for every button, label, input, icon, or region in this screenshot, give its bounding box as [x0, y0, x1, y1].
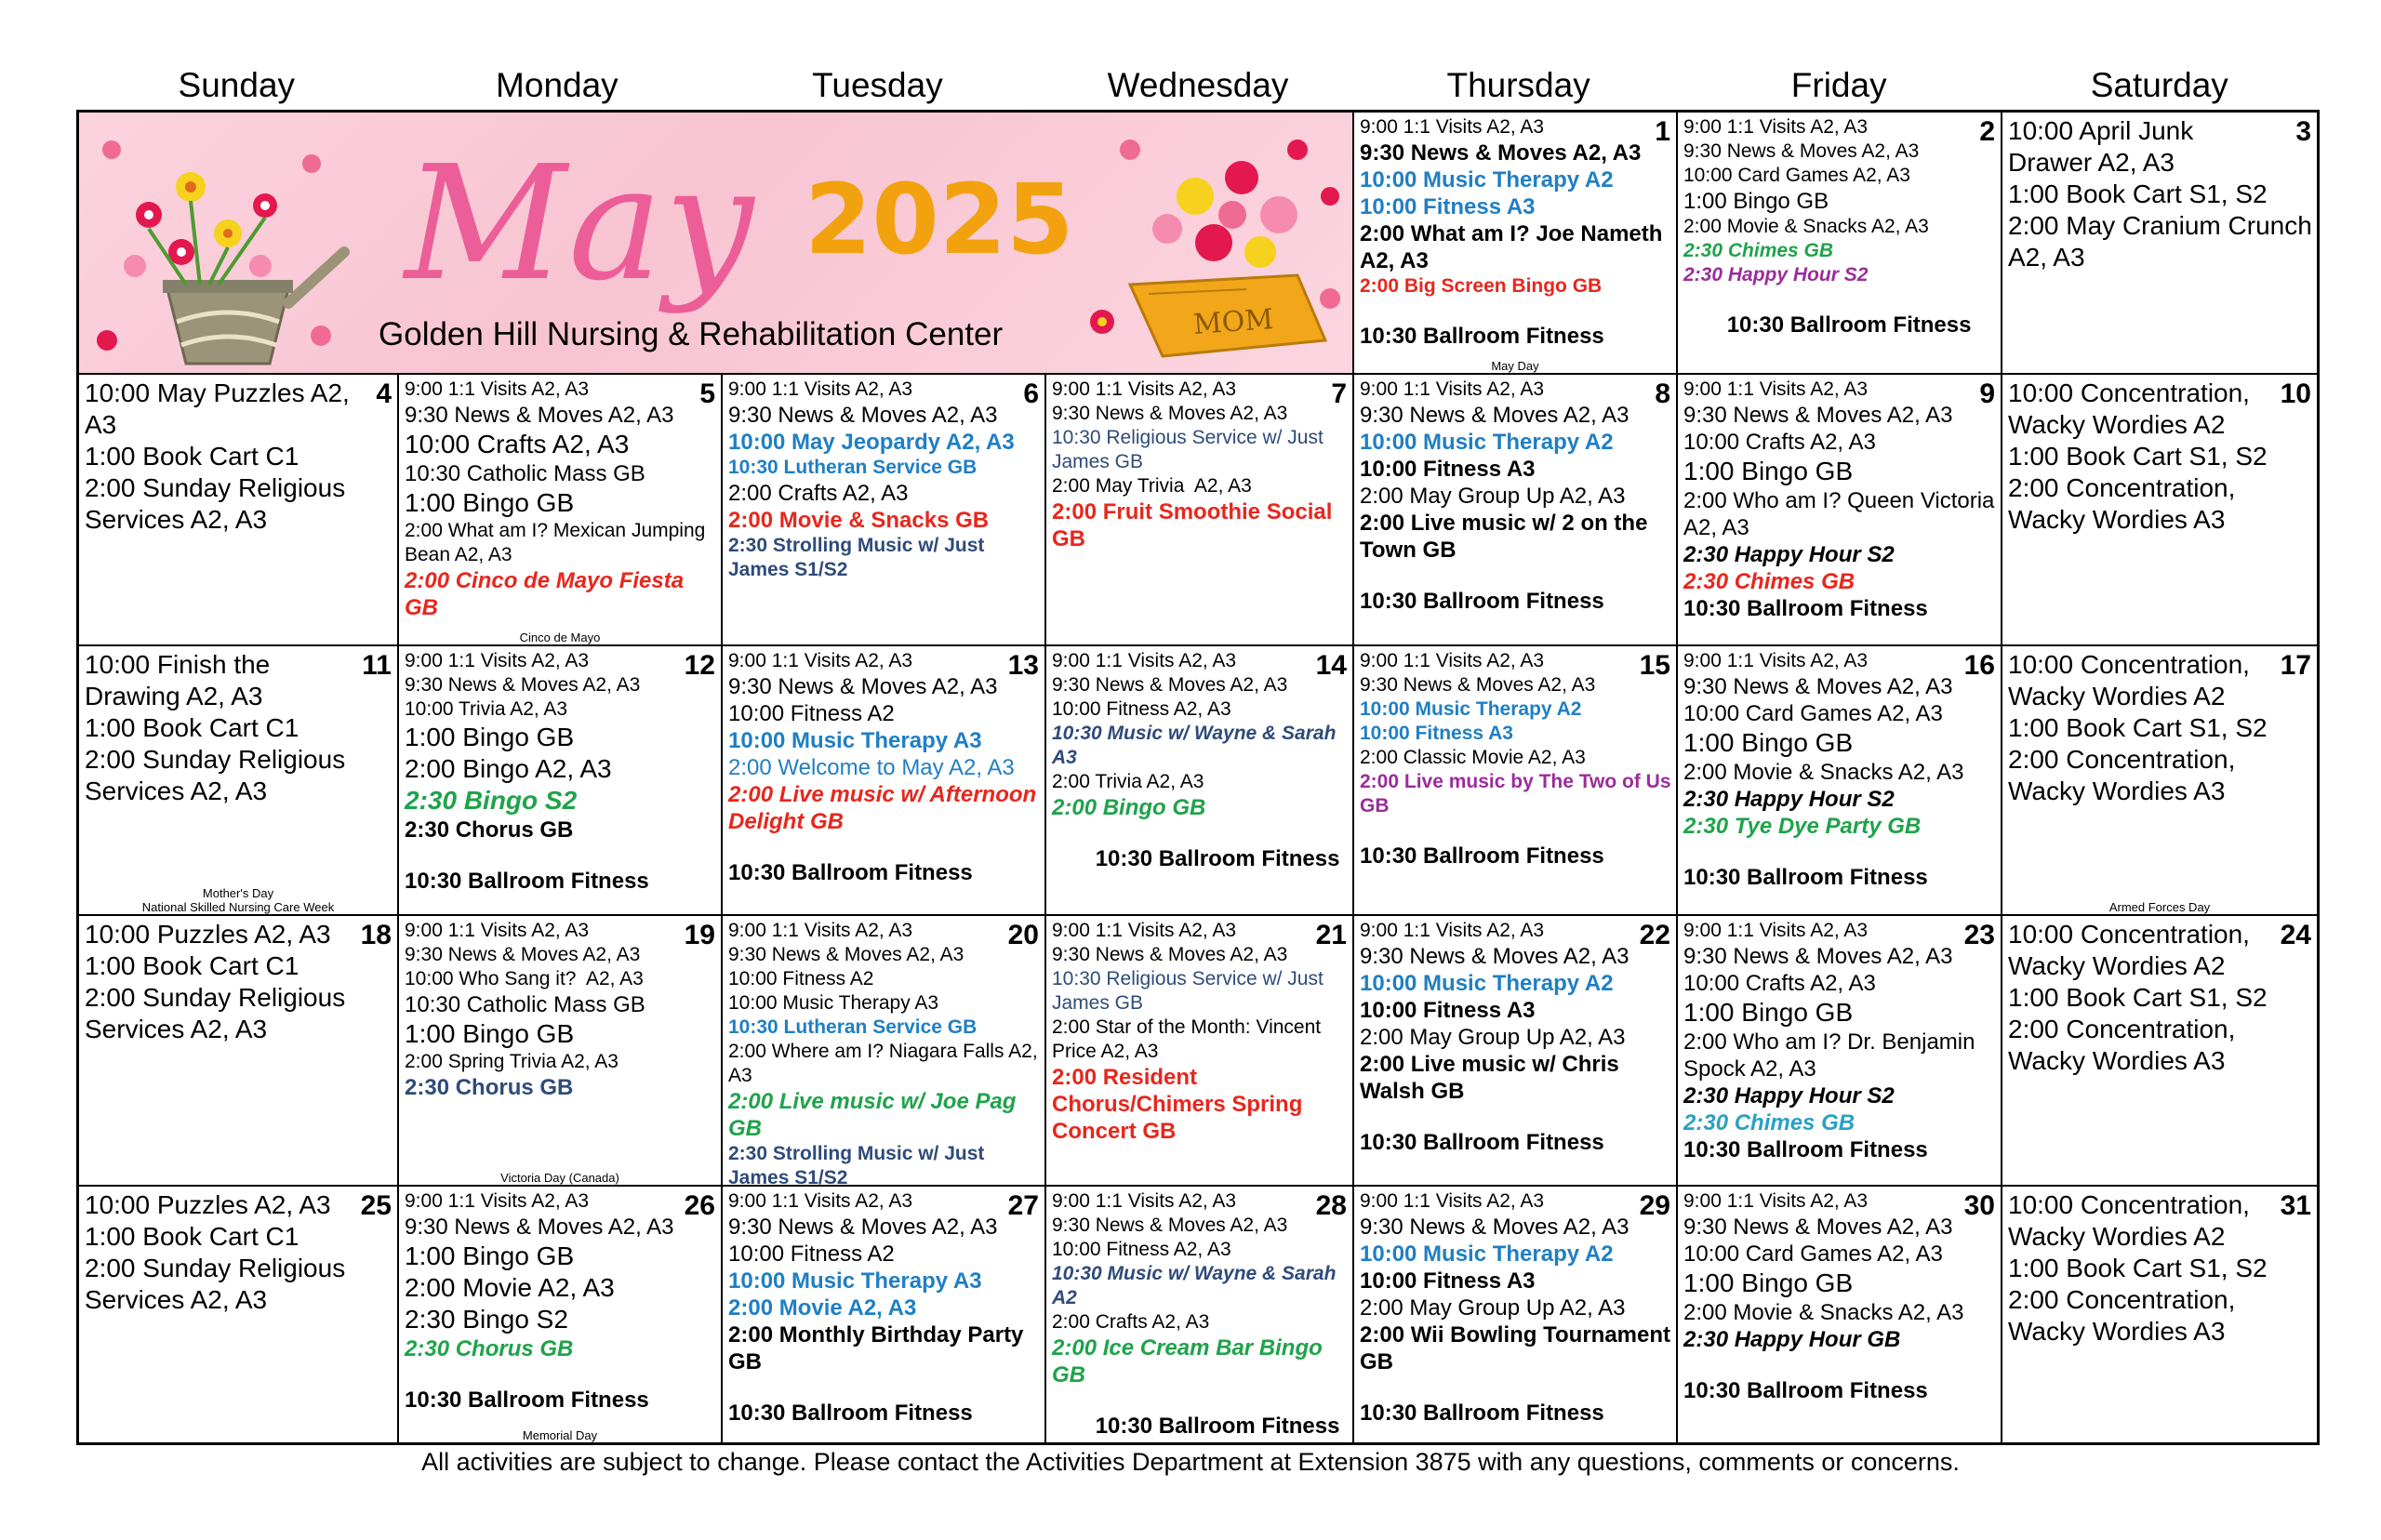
spacer	[1360, 564, 1672, 588]
activity-entry: 10:00 Music Therapy A2	[1360, 1241, 1614, 1267]
activity-entry: 10:00 Finish the Drawing A2, A3	[85, 650, 278, 710]
spacer	[1360, 1105, 1672, 1129]
spacer	[1360, 1375, 1672, 1400]
activity-entry: 10:00 Music Therapy A3	[728, 992, 939, 1014]
activity-entry: 10:30 Lutheran Service GB	[728, 457, 978, 478]
activity-entry: 10:30 Ballroom Fitness	[1360, 589, 1604, 614]
day-cell	[1678, 375, 2002, 646]
activity-entry: 2:30 Tye Dye Party GB	[1683, 814, 1922, 839]
weekday-monday: Monday	[496, 66, 619, 104]
day-cell	[2002, 375, 2317, 646]
activity-entry: 9:00 1:1 Visits A2, A3	[1360, 920, 1545, 941]
day-cell	[1354, 646, 1678, 916]
activity-entry: 2:30 Happy Hour S2	[1683, 1083, 1895, 1109]
activity-entry: 2:30 Happy Hour GB	[1683, 1327, 1901, 1352]
activity-entry: 10:00 Card Games A2, A3	[1683, 1241, 1943, 1267]
spacer	[405, 843, 717, 868]
activity-entry: 2:00 Live music w/ Afternoon Delight GB	[728, 782, 1043, 834]
weekday-saturday: Saturday	[2090, 66, 2228, 104]
activity-entry: 2:00 Sunday Religious Services A2, A3	[85, 473, 352, 534]
activity-entry: 2:00 Ice Cream Bar Bingo GB	[1052, 1335, 1329, 1387]
weekday-wednesday: Wednesday	[1107, 66, 1289, 104]
activity-entry: 10:00 May Puzzles A2, A3	[85, 378, 356, 439]
activity-entry: 2:30 Happy Hour S2	[1683, 542, 1895, 567]
activity-entry: 2:00 What am I? Mexican Jumping Bean A2, A3	[405, 520, 712, 565]
activity-entry: 9:30 News & Moves A2, A3	[405, 674, 641, 696]
activity-entry: 2:30 Bingo S2	[405, 1305, 568, 1334]
day-number: 13	[1007, 650, 1039, 681]
activity-entry: 2:30 Chorus GB	[405, 817, 574, 843]
activity-entry: 10:30 Religious Service w/ Just James GB	[1052, 427, 1329, 472]
day-cell	[1678, 113, 2002, 375]
activity-entry: 2:30 Chimes GB	[1683, 569, 1856, 594]
activity-entry: 10:30 Religious Service w/ Just James GB	[1052, 968, 1329, 1014]
day-number: 16	[1963, 650, 1995, 681]
day-cell	[1678, 646, 2002, 916]
activity-entry: 9:30 News & Moves A2, A3	[1683, 1215, 1953, 1240]
activity-entry: 10:30 Ballroom Fitness	[1360, 1130, 1604, 1155]
activity-entry: 2:30 Strolling Music w/ Just James S1/S2	[728, 1143, 991, 1188]
activity-entry: 1:00 Bingo GB	[405, 488, 575, 517]
activity-entry: 10:30 Ballroom Fitness	[1052, 846, 1340, 871]
spacer	[1052, 821, 1349, 845]
activity-entry: 9:00 1:1 Visits A2, A3	[405, 920, 590, 941]
day-number: 28	[1315, 1190, 1347, 1221]
activity-entry: 2:30 Strolling Music w/ Just James S1/S2	[728, 535, 991, 580]
activity-entry: 2:00 Movie & Snacks A2, A3	[1683, 760, 1964, 785]
activity-entry: 10:00 Crafts A2, A3	[1683, 971, 1876, 996]
activity-entry: 9:00 1:1 Visits A2, A3	[1683, 650, 1869, 671]
day-number: 11	[362, 650, 392, 681]
day-observance-note: Memorial Day	[522, 1428, 598, 1442]
activity-entry: 9:00 1:1 Visits A2, A3	[1360, 378, 1545, 400]
day-number: 4	[376, 378, 392, 409]
activity-entry: 10:00 Music Therapy A2	[1360, 971, 1614, 996]
day-number: 3	[2295, 116, 2311, 147]
activity-entry: 1:00 Book Cart C1	[85, 951, 299, 980]
activity-entry: 9:00 1:1 Visits A2, A3	[1052, 920, 1237, 941]
activity-entry: 9:00 1:1 Visits A2, A3	[728, 650, 913, 671]
activity-entry: 10:00 Music Therapy A3	[728, 728, 982, 753]
activity-entry: 10:00 Card Games A2, A3	[1683, 701, 1943, 726]
activity-entry: 1:00 Book Cart C1	[85, 713, 299, 742]
activity-entry: 10:00 Concentration, Wacky Wordies A2	[2008, 378, 2257, 439]
activity-entry: 9:00 1:1 Visits A2, A3	[1052, 650, 1237, 671]
activity-entry: 9:00 1:1 Visits A2, A3	[405, 1190, 590, 1212]
day-cell	[2002, 113, 2317, 375]
activity-entry: 9:30 News & Moves A2, A3	[1683, 944, 1953, 969]
activity-entry: 9:30 News & Moves A2, A3	[1360, 140, 1642, 166]
activity-entry: 2:30 Chimes GB	[1683, 240, 1834, 261]
activity-entry: 10:00 Music Therapy A2	[1360, 167, 1614, 192]
activity-entry: 9:00 1:1 Visits A2, A3	[1052, 1190, 1237, 1212]
activity-entry: 9:00 1:1 Visits A2, A3	[1360, 1190, 1545, 1212]
activity-entry: 10:00 Fitness A2	[728, 1241, 895, 1267]
activity-entry: 1:00 Book Cart S1, S2	[2008, 983, 2268, 1012]
day-cell	[1354, 916, 1678, 1187]
activity-entry: 2:00 Welcome to May A2, A3	[728, 755, 1015, 780]
day-cell	[1678, 916, 2002, 1187]
day-observance-note: Victoria Day (Canada)	[500, 1171, 619, 1185]
activity-entry: 10:30 Ballroom Fitness	[405, 1387, 649, 1413]
activity-entry: 10:00 Fitness A3	[1360, 194, 1536, 219]
activity-entry: 10:00 Puzzles A2, A3	[85, 1190, 331, 1219]
activity-entry: 1:00 Book Cart C1	[85, 1222, 299, 1251]
activity-entry: 10:30 Lutheran Service GB	[728, 1016, 978, 1038]
activity-entry: 10:00 Fitness A3	[1360, 457, 1536, 482]
day-cell	[1354, 375, 1678, 646]
day-cell	[723, 916, 1046, 1187]
activity-entry: 10:00 May Jeopardy A2, A3	[728, 430, 1015, 455]
day-cell	[2002, 646, 2317, 916]
activity-entry: 10:00 Fitness A3	[1360, 998, 1536, 1023]
facility-name: Golden Hill Nursing & Rehabilitation Center	[379, 316, 1004, 352]
activity-entry: 10:00 Crafts A2, A3	[1683, 430, 1876, 455]
spacer	[1360, 818, 1672, 843]
activity-entry: 2:00 What am I? Joe Nameth A2, A3	[1360, 221, 1669, 273]
activity-entry: 1:00 Bingo GB	[1683, 1268, 1854, 1297]
day-number: 12	[684, 650, 715, 681]
day-number: 1	[1655, 116, 1670, 147]
activity-entry: 2:00 Spring Trivia A2, A3	[405, 1051, 619, 1072]
day-number: 2	[1979, 116, 1995, 147]
activity-entry: 2:00 Trivia A2, A3	[1052, 771, 1204, 792]
activity-entry: 9:30 News & Moves A2, A3	[1052, 1215, 1288, 1236]
activity-entry: 2:30 Chorus GB	[405, 1075, 574, 1100]
spacer	[1360, 299, 1672, 323]
activity-entry: 10:00 Fitness A2, A3	[1052, 1239, 1231, 1260]
day-number: 7	[1331, 378, 1347, 409]
day-number: 20	[1007, 920, 1039, 950]
activity-entry: 2:00 Movie & Snacks GB	[728, 508, 990, 533]
activity-entry: 9:30 News & Moves A2, A3	[728, 403, 998, 428]
day-number: 10	[2280, 378, 2311, 409]
day-number: 6	[1023, 378, 1039, 409]
day-observance-note: Cinco de Mayo	[519, 631, 601, 644]
activity-entry: 9:30 News & Moves A2, A3	[405, 944, 641, 965]
activity-entry: 10:00 April Junk Drawer A2, A3	[2008, 116, 2201, 177]
activity-entry: 2:00 Concentration, Wacky Wordies A3	[2008, 745, 2243, 805]
day-cell	[79, 375, 399, 646]
activity-entry: 10:00 Trivia A2, A3	[405, 698, 568, 720]
day-number: 29	[1639, 1190, 1670, 1221]
activity-entry: 9:00 1:1 Visits A2, A3	[405, 378, 590, 400]
activity-entry: 9:00 1:1 Visits A2, A3	[1683, 116, 1869, 138]
month-banner	[79, 113, 1354, 375]
activity-entry: 1:00 Book Cart S1, S2	[2008, 442, 2268, 471]
activity-entry: 1:00 Bingo GB	[1683, 728, 1854, 757]
day-number: 14	[1315, 650, 1347, 681]
activity-entry: 2:00 Crafts A2, A3	[1052, 1311, 1210, 1333]
day-cell	[723, 1187, 1046, 1442]
activity-entry: 2:30 Chimes GB	[1683, 1110, 1856, 1135]
activity-entry: 2:00 Resident Chorus/Chimers Spring Concert GB	[1052, 1065, 1310, 1144]
activity-entry: 9:00 1:1 Visits A2, A3	[1683, 1190, 1869, 1212]
activity-entry: 2:00 May Trivia A2, A3	[1052, 475, 1252, 497]
activity-entry: 10:00 Puzzles A2, A3	[85, 920, 331, 949]
banner-month: May	[405, 132, 756, 316]
activity-entry: 9:30 News & Moves A2, A3	[405, 1215, 674, 1240]
spacer	[1683, 840, 1997, 864]
activity-entry: 10:30 Music w/ Wayne & Sarah A3	[1052, 723, 1341, 768]
activity-entry: 10:00 Music Therapy A2	[1360, 430, 1614, 455]
calendar	[76, 61, 2320, 1445]
weekday-header	[76, 61, 2320, 110]
spacer	[405, 1362, 717, 1387]
activity-entry: 10:30 Catholic Mass GB	[405, 461, 645, 486]
day-cell	[2002, 916, 2317, 1187]
activity-entry: 1:00 Book Cart C1	[85, 442, 299, 471]
day-number: 5	[699, 378, 715, 409]
day-number: 9	[1979, 378, 1995, 409]
activity-entry: 2:00 Movie A2, A3	[405, 1273, 615, 1302]
activity-entry: 10:30 Ballroom Fitness	[1052, 1414, 1340, 1439]
activity-entry: 9:30 News & Moves A2, A3	[1360, 944, 1629, 969]
activity-entry: 2:00 Who am I? Dr. Benjamin Spock A2, A3	[1683, 1029, 1982, 1082]
activity-entry: 1:00 Bingo GB	[405, 1019, 575, 1048]
activity-entry: 2:00 Fruit Smoothie Social GB	[1052, 499, 1339, 551]
activity-entry: 9:30 News & Moves A2, A3	[728, 674, 998, 699]
activity-entry: 9:30 News & Moves A2, A3	[1052, 944, 1288, 965]
activity-entry: 10:30 Music w/ Wayne & Sarah A2	[1052, 1263, 1341, 1308]
activity-entry: 2:00 Concentration, Wacky Wordies A3	[2008, 1285, 2243, 1346]
day-number: 15	[1639, 650, 1670, 681]
activity-entry: 10:30 Ballroom Fitness	[1683, 1378, 1928, 1403]
envelope-text: MOM	[1191, 303, 1275, 341]
activity-entry: 2:00 Live music w/ Chris Walsh GB	[1360, 1052, 1626, 1104]
activity-entry: 9:00 1:1 Visits A2, A3	[1360, 650, 1545, 671]
activity-entry: 9:30 News & Moves A2, A3	[405, 403, 674, 428]
spacer	[1683, 1353, 1997, 1377]
activity-entry: 10:30 Ballroom Fitness	[405, 869, 649, 894]
activity-entry: 2:30 Happy Hour S2	[1683, 787, 1895, 812]
activity-entry: 10:30 Ballroom Fitness	[1683, 1137, 1928, 1162]
activity-entry: 9:00 1:1 Visits A2, A3	[728, 1190, 913, 1212]
activity-entry: 10:00 Concentration, Wacky Wordies A2	[2008, 1190, 2257, 1251]
day-cell	[1046, 375, 1354, 646]
activity-entry: 1:00 Bingo GB	[1683, 457, 1854, 485]
activity-entry: 1:00 Bingo GB	[405, 723, 575, 751]
activity-entry: 2:00 Where am I? Niagara Falls A2, A3	[728, 1041, 1043, 1086]
activity-entry: 2:30 Happy Hour S2	[1683, 264, 1869, 285]
activity-entry: 2:00 Sunday Religious Services A2, A3	[85, 983, 352, 1043]
activity-entry: 2:30 Chorus GB	[405, 1336, 574, 1361]
activity-entry: 9:00 1:1 Visits A2, A3	[1052, 378, 1237, 400]
weekday-sunday: Sunday	[178, 66, 296, 104]
activity-entry: 10:00 Music Therapy A3	[728, 1268, 982, 1294]
activity-entry: 2:00 Who am I? Queen Victoria A2, A3	[1683, 488, 2000, 540]
activity-entry: 2:30 Bingo S2	[405, 786, 578, 815]
activity-entry: 10:00 Fitness A2, A3	[1052, 698, 1231, 720]
calendar-grid	[76, 110, 2320, 1445]
activity-entry: 10:00 Concentration, Wacky Wordies A2	[2008, 920, 2257, 980]
activity-entry: 10:00 Crafts A2, A3	[405, 430, 630, 458]
activity-entry: 9:30 News & Moves A2, A3	[728, 944, 964, 965]
activity-entry: 9:30 News & Moves A2, A3	[1683, 674, 1953, 699]
day-cell	[79, 916, 399, 1187]
activity-entry: 2:00 May Cranium Crunch A2, A3	[2008, 211, 2319, 272]
day-number: 23	[1963, 920, 1995, 950]
activity-entry: 2:00 Bingo GB	[1052, 795, 1206, 820]
activity-entry: 9:30 News & Moves A2, A3	[1360, 674, 1596, 696]
activity-entry: 10:00 Fitness A3	[1360, 1268, 1536, 1294]
spacer	[728, 1375, 1041, 1400]
activity-entry: 9:30 News & Moves A2, A3	[1052, 674, 1288, 696]
activity-entry: 2:00 Wii Bowling Tournament GB	[1360, 1322, 1677, 1374]
activity-entry: 2:00 Live music w/ 2 on the Town GB	[1360, 511, 1655, 563]
activity-entry: 1:00 Bingo GB	[1683, 189, 1829, 214]
weekday-friday: Friday	[1790, 66, 1887, 104]
day-number: 17	[2280, 650, 2311, 681]
activity-entry: 10:00 Card Games A2, A3	[1683, 165, 1910, 186]
day-cell	[723, 375, 1046, 646]
activity-entry: 10:30 Ballroom Fitness	[1360, 324, 1604, 349]
activity-entry: 10:30 Catholic Mass GB	[405, 992, 645, 1017]
activity-entry: 10:30 Ballroom Fitness	[1683, 865, 1928, 890]
day-observance-note: Armed Forces Day	[2108, 900, 2211, 914]
day-number: 30	[1963, 1190, 1995, 1221]
day-cell	[1354, 1187, 1678, 1442]
activity-entry: 10:30 Ballroom Fitness	[728, 1401, 973, 1426]
activity-entry: 9:30 News & Moves A2, A3	[728, 1215, 998, 1240]
activity-entry: 1:00 Book Cart S1, S2	[2008, 713, 2268, 742]
activity-entry: 9:00 1:1 Visits A2, A3	[405, 650, 590, 671]
activity-entry: 10:30 Ballroom Fitness	[728, 860, 973, 885]
day-number: 8	[1655, 378, 1670, 409]
spacer	[728, 835, 1041, 859]
activity-entry: 2:00 Sunday Religious Services A2, A3	[85, 1254, 352, 1314]
day-number: 25	[360, 1190, 392, 1221]
activity-entry: 10:00 Fitness A3	[1360, 723, 1513, 744]
day-number: 19	[684, 920, 715, 950]
activity-entry: 9:30 News & Moves A2, A3	[1683, 403, 1953, 428]
weekday-thursday: Thursday	[1446, 66, 1590, 104]
activity-entry: 9:30 News & Moves A2, A3	[1360, 403, 1629, 428]
day-cell	[1046, 646, 1354, 916]
day-observance-note: May Day	[1491, 359, 1539, 373]
day-observance-note: Mother's Day National Skilled Nursing Care Week	[141, 886, 335, 914]
activity-entry: 10:30 Ballroom Fitness	[1360, 843, 1604, 869]
activity-entry: 2:00 Live music by The Two of Us GB	[1360, 771, 1677, 816]
day-cell	[1046, 916, 1354, 1187]
activity-entry: 10:00 Fitness A2	[728, 968, 874, 989]
day-number: 31	[2280, 1190, 2311, 1221]
activity-entry: 9:30 News & Moves A2, A3	[1052, 403, 1288, 424]
banner-year: 2025	[805, 163, 1074, 276]
activity-entry: 2:00 Bingo A2, A3	[405, 754, 612, 783]
activity-entry: 10:30 Ballroom Fitness	[1683, 312, 1972, 338]
activity-entry: 10:00 Music Therapy A2	[1360, 698, 1582, 720]
activity-entry: 2:00 May Group Up A2, A3	[1360, 484, 1626, 509]
day-cell	[723, 646, 1046, 916]
activity-entry: 1:00 Book Cart S1, S2	[2008, 1254, 2268, 1282]
spacer	[1052, 1388, 1349, 1413]
activity-entry: 10:30 Ballroom Fitness	[1360, 1401, 1604, 1426]
day-number: 24	[2280, 920, 2311, 950]
spacer	[1683, 287, 1997, 312]
activity-entry: 2:00 Concentration, Wacky Wordies A3	[2008, 473, 2243, 534]
activity-entry: 2:00 Sunday Religious Services A2, A3	[85, 745, 352, 805]
activity-entry: 9:00 1:1 Visits A2, A3	[1683, 378, 1869, 400]
day-number: 22	[1639, 920, 1670, 950]
activity-entry: 1:00 Book Cart S1, S2	[2008, 179, 2268, 208]
activity-entry: 9:00 1:1 Visits A2, A3	[1683, 920, 1869, 941]
day-number: 18	[360, 920, 392, 950]
activity-entry: 9:00 1:1 Visits A2, A3	[728, 920, 913, 941]
activity-entry: 1:00 Bingo GB	[405, 1241, 575, 1270]
day-cell	[1354, 113, 1678, 375]
activity-entry: 9:00 1:1 Visits A2, A3	[1360, 116, 1545, 138]
activity-entry: 2:00 May Group Up A2, A3	[1360, 1025, 1626, 1050]
footer-disclaimer: All activities are subject to change. Please contact the Activities Department at Extension 3875 with any questions, comments or concerns.	[421, 1448, 1960, 1476]
day-cell	[399, 646, 723, 916]
day-cell	[399, 1187, 723, 1442]
day-cell	[79, 1187, 399, 1442]
activity-entry: 2:00 Monthly Birthday Party GB	[728, 1322, 1031, 1374]
day-cell	[79, 646, 399, 916]
day-cell	[1678, 1187, 2002, 1442]
day-number: 21	[1315, 920, 1347, 950]
activity-entry: 2:00 Big Screen Bingo GB	[1360, 275, 1603, 297]
activity-entry: 2:00 Movie A2, A3	[728, 1295, 917, 1321]
activity-entry: 10:00 Who Sang it? A2, A3	[405, 968, 644, 989]
activity-entry: 2:00 May Group Up A2, A3	[1360, 1295, 1626, 1321]
activity-entry: 2:00 Crafts A2, A3	[728, 481, 909, 506]
day-cell	[2002, 1187, 2317, 1442]
activity-entry: 2:00 Classic Movie A2, A3	[1360, 747, 1586, 768]
activity-entry: 2:00 Movie & Snacks A2, A3	[1683, 216, 1929, 237]
day-number: 26	[684, 1190, 715, 1221]
weekday-tuesday: Tuesday	[812, 66, 943, 104]
activity-entry: 10:00 Fitness A2	[728, 701, 895, 726]
day-cell	[1046, 1187, 1354, 1442]
activity-entry: 2:00 Cinco de Mayo Fiesta GB	[405, 568, 690, 620]
activity-entry: 2:00 Star of the Month: Vincent Price A2, A3	[1052, 1016, 1326, 1062]
activity-entry: 1:00 Bingo GB	[1683, 998, 1854, 1027]
activity-entry: 10:30 Ballroom Fitness	[1683, 596, 1928, 621]
day-cell	[399, 916, 723, 1187]
activity-entry: 2:00 Concentration, Wacky Wordies A3	[2008, 1015, 2243, 1075]
activity-entry: 9:30 News & Moves A2, A3	[1683, 140, 1920, 162]
activity-entry: 10:00 Concentration, Wacky Wordies A2	[2008, 650, 2257, 710]
activity-entry: 9:00 1:1 Visits A2, A3	[728, 378, 913, 400]
day-cell	[399, 375, 723, 646]
day-number: 27	[1007, 1190, 1039, 1221]
activity-entry: 2:00 Live music w/ Joe Pag GB	[728, 1089, 1023, 1141]
activity-entry: 2:00 Movie & Snacks A2, A3	[1683, 1300, 1964, 1325]
activity-entry: 9:30 News & Moves A2, A3	[1360, 1215, 1629, 1240]
